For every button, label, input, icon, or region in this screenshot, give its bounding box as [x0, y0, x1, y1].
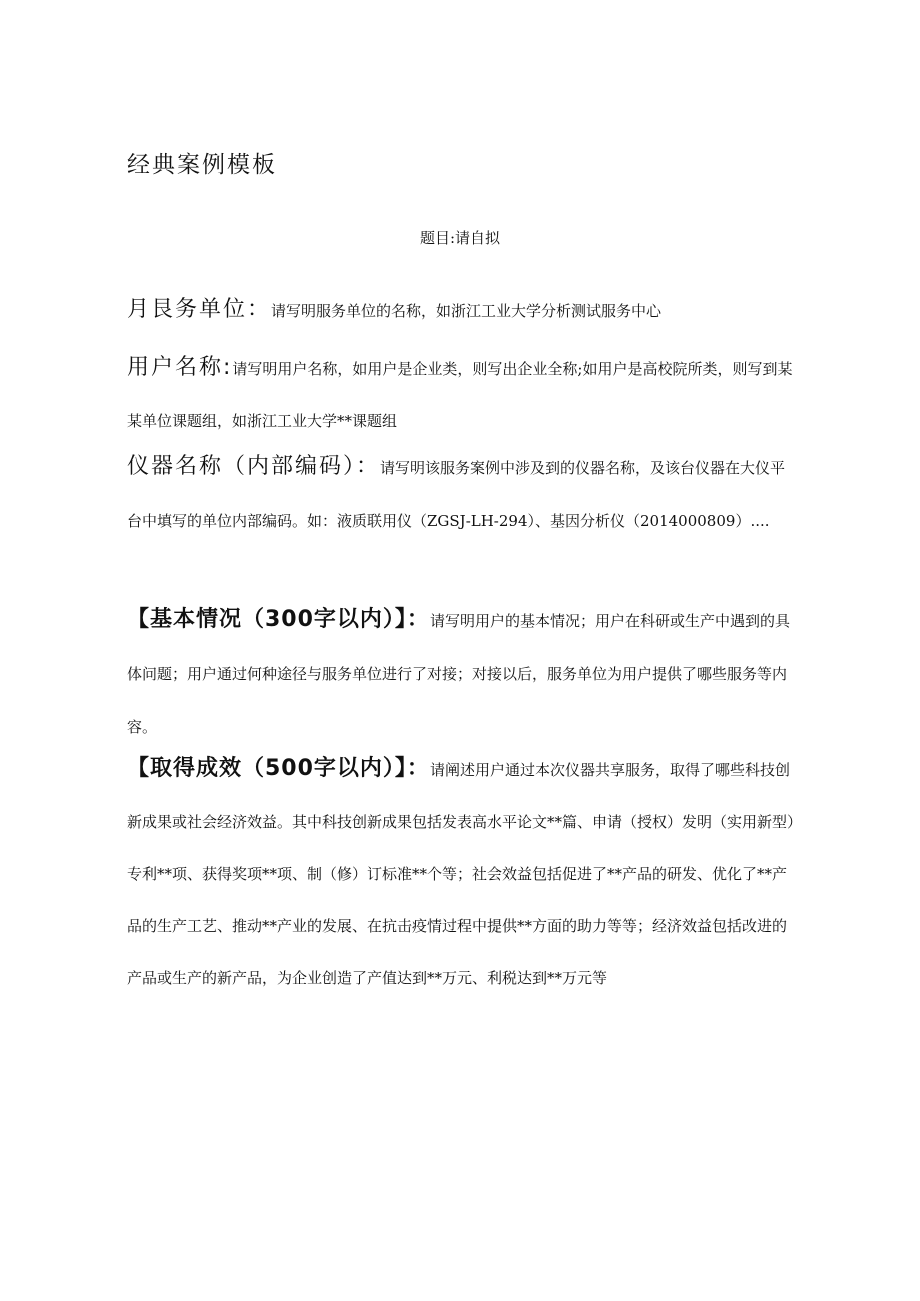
results-label: 【取得成效（500字以内）】：: [127, 756, 430, 781]
instrument-name-text: 请写明该服务案例中涉及到的仪器名称，及该台仪器在大仪平台中填写的单位内部编码。如：液质联用仪（ZGSJ-LH-294）、基因分析仪（2014000809）....: [127, 459, 786, 530]
section-instrument-name: [127, 440, 799, 548]
user-name-label: 用户名称:: [127, 355, 233, 380]
section-results: [127, 743, 799, 1004]
service-unit-text: 请写明服务单位的名称，如浙江工业大学分析测试服务中心: [271, 302, 662, 320]
section-basic-info: [127, 593, 799, 754]
section-service-unit: [127, 292, 799, 329]
results-text: 请阐述用户通过本次仪器共享服务，取得了哪些科技创新成果或社会经济效益。其中科技创新成果包括发表高水平论文**篇、申请（授权）发明（实用新型）专利**项、获得奖项**项、制（修）订标准**个等；社会效益包括促进了**产品的研发、优化了**产品的生产工艺、推动**产业的发展、在抗击疫情过程中提供**方面的助力等等；经济效益包括改进的产品或生产的新产品，为企业创造了产值达到**万元、利税达到**万元等: [127, 761, 795, 987]
instrument-name-label: 仪器名称（内部编码）：: [127, 454, 381, 479]
basic-info-label: 【基本情况（300字以内）】：: [127, 607, 430, 632]
user-name-text: 请写明用户名称，如用户是企业类，则写出企业全称;如用户是高校院所类，则写到某某单位课题组，如浙江工业大学**课题组: [127, 360, 793, 430]
subject-line: 题目:请自拟: [419, 229, 501, 247]
document-title: 经典案例模板: [127, 152, 277, 178]
basic-info-text: 请写明用户的基本情况；用户在科研或生产中遇到的具体问题；用户通过何种途径与服务单位进行了对接；对接以后，服务单位为用户提供了哪些服务等内容。: [127, 612, 790, 736]
section-user-name: [127, 342, 799, 447]
service-unit-label: 月艮务单位：: [127, 297, 272, 322]
